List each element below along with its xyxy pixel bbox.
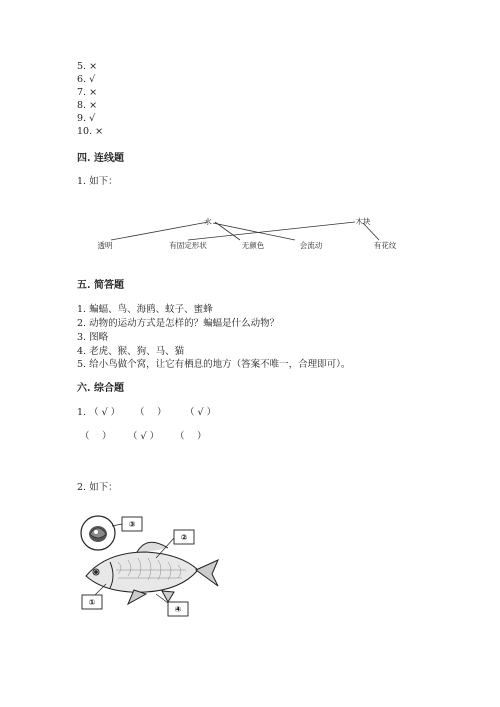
callout-box-4	[168, 602, 188, 616]
section-4-heading: 四. 连线题	[77, 153, 124, 164]
callout-label-3: ③	[128, 520, 136, 529]
section-4-item-1: 1. 如下：	[77, 176, 118, 187]
bottom-label-grain: 有花纹	[373, 241, 397, 250]
callout-box-3	[122, 517, 142, 531]
short-answer-1: 1. 蝙蝠、鸟、海鸥、蚊子、蜜蜂	[77, 304, 213, 315]
bottom-label-fixed-shape: 有固定形状	[169, 241, 207, 250]
link-water-flows	[213, 223, 295, 240]
judge-1-3: （ √ ）	[185, 407, 217, 418]
fish-body	[86, 542, 218, 604]
bottom-label-colorless: 无颜色	[241, 241, 265, 250]
answer-line-9: 9. √	[77, 113, 96, 124]
answer-line-8: 8. ×	[77, 100, 98, 111]
fish-diagram	[76, 512, 226, 620]
callout-box-1	[82, 595, 102, 609]
short-answer-3: 3. 图略	[77, 332, 109, 343]
judge-2-2: （ √ ）	[128, 431, 160, 442]
answer-line-7: 7. ×	[77, 87, 98, 98]
callout-label-2: ②	[180, 533, 188, 542]
section-6-heading: 六. 综合题	[77, 383, 124, 394]
judge-1-1: 1. （ √ ）	[77, 407, 121, 418]
section-6-item-2: 2. 如下：	[77, 482, 118, 493]
link-water-transparent	[111, 222, 208, 240]
answer-line-6: 6. √	[77, 74, 96, 85]
section-5-heading: 五. 简答题	[77, 280, 124, 291]
link-water-colorless	[215, 222, 240, 240]
answer-line-10: 10. ×	[77, 126, 104, 137]
callout-label-4: ④	[174, 605, 182, 614]
top-label-wood: 木块	[355, 217, 371, 226]
short-answer-2: 2. 动物的运动方式是怎样的？蝙蝠是什么动物？	[77, 318, 280, 329]
callout-label-1: ①	[88, 598, 96, 607]
callout-box-2	[174, 530, 194, 544]
short-answer-5: 5. 给小鸟做个窝，让它有栖息的地方（答案不唯一，合理即可）。	[77, 359, 351, 370]
answer-line-5: 5. ×	[77, 61, 98, 72]
link-wood-fixed-shape	[188, 222, 355, 240]
bottom-label-transparent: 透明	[97, 241, 113, 250]
judge-1-2: （ ）	[135, 407, 167, 418]
matching-diagram	[85, 210, 405, 256]
judge-2-1: （ ）	[80, 431, 112, 442]
short-answer-4: 4. 老虎、猴、狗、马、猫	[77, 346, 185, 357]
top-label-water: 水	[204, 217, 212, 226]
judge-2-3: （ ）	[175, 431, 207, 442]
gill-inset	[81, 516, 115, 550]
bottom-label-flows: 会流动	[299, 241, 323, 250]
